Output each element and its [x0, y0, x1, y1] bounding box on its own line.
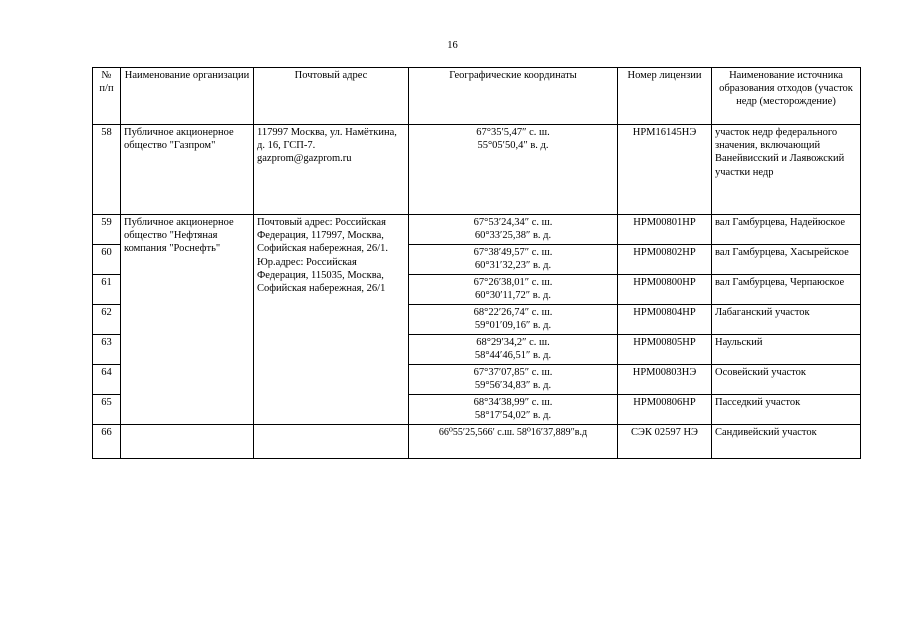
row-63-source: Наульский: [712, 335, 861, 365]
row-61-num: 61: [93, 275, 121, 305]
row-64-num: 64: [93, 365, 121, 395]
row-58-license: НРМ16145НЭ: [618, 125, 712, 215]
row-66-source: Сандивейский участок: [712, 425, 861, 459]
row-61-lon: 60°30′11,72″ в. д.: [475, 290, 551, 302]
header-num: № п/п: [93, 68, 121, 125]
header-addr: Почтовый адрес: [254, 68, 409, 125]
row-62-source: Лабаганский участок: [712, 305, 861, 335]
row-58-coords: [409, 125, 618, 215]
row-64-source: Осовейский участок: [712, 365, 861, 395]
row-65-num: 65: [93, 395, 121, 425]
row-64-lon: 59°56′34,83″ в. д.: [474, 380, 552, 392]
row-63-num: 63: [93, 335, 121, 365]
row-65-coords: [409, 395, 618, 425]
row-61-source: вал Гамбурцева, Черпаюское: [712, 275, 861, 305]
row-58-lon: 55°05′50,4″ в. д.: [477, 140, 549, 152]
row-60-lon: 60°31′32,23″ в. д.: [474, 260, 552, 272]
row-66-license: СЭК 02597 НЭ: [618, 425, 712, 459]
page-number: 16: [447, 40, 458, 51]
row-60-coords: [409, 245, 618, 275]
row-58-num: 58: [93, 125, 121, 215]
row-66-num: 66: [93, 425, 121, 459]
row-58-addr: 117997 Москва, ул. Намёткина, д. 16, ГСП-7. gazprom@gazprom.ru: [254, 125, 409, 215]
row-64-coords: [409, 365, 618, 395]
row-63-coords: [409, 335, 618, 365]
row-63-license: НРМ00805НР: [618, 335, 712, 365]
table-row-58: [93, 125, 861, 215]
row-59-lat: 67°53′24,34″ с. ш.: [473, 217, 553, 228]
row-60-source: вал Гамбурцева, Хасырейское: [712, 245, 861, 275]
header-license: Номер лицензии: [618, 68, 712, 125]
row-60-lat: 67°38′49,57″ с. ш.: [473, 247, 553, 258]
row-64-license: НРМ00803НЭ: [618, 365, 712, 395]
row-66-org: [121, 425, 254, 459]
header-org: Наименование организации: [121, 68, 254, 125]
row-63-lat: 68°29′34,2″ с. ш.: [476, 337, 550, 348]
row-62-num: 62: [93, 305, 121, 335]
row-60-num: 60: [93, 245, 121, 275]
row-65-license: НРМ00806НР: [618, 395, 712, 425]
row-63-lon: 58°44′46,51″ в. д.: [474, 350, 552, 362]
row-65-lon: 58°17′54,02″ в. д.: [474, 410, 552, 422]
row-59-coords: [409, 215, 618, 245]
row-62-coords: [409, 305, 618, 335]
row-58-org: Публичное акционерное общество "Газпром": [121, 125, 254, 215]
row-66-coords: 66⁰55′25,566′ с.ш. 58⁰16′37,889″в.д: [409, 425, 618, 459]
table-row-66: [93, 425, 861, 459]
table-row-59: [93, 215, 861, 245]
row-61-lat: 67°26′38,01″ с. ш.: [473, 277, 553, 288]
row-64-lat: 67°37′07,85″ с. ш.: [473, 367, 553, 378]
row-65-source: Пасседкий участок: [712, 395, 861, 425]
row-58-source: участок недр федерального значения, включающий Ванейвисский и Лаявожский участки недр: [712, 125, 861, 215]
row-60-license: НРМ00802НР: [618, 245, 712, 275]
row-62-license: НРМ00804НР: [618, 305, 712, 335]
registry-table: [92, 67, 861, 459]
row-62-lon: 59°01′09,16″ в. д.: [474, 320, 552, 332]
table-header-row: [93, 68, 861, 125]
row-61-license: НРМ00800НР: [618, 275, 712, 305]
row-61-coords: [409, 275, 618, 305]
row-59-license: НРМ00801НР: [618, 215, 712, 245]
row-62-lat: 68°22′26,74″ с. ш.: [473, 307, 553, 318]
row-59-lon: 60°33′25,38″ в. д.: [474, 230, 552, 242]
row-65-lat: 68°34′38,99″ с. ш.: [473, 397, 553, 408]
header-coords: Географические координаты: [409, 68, 618, 125]
row-58-lat: 67°35′5,47″ с. ш.: [476, 127, 550, 138]
rosneft-addr: Почтовый адрес: Российская Федерация, 117997, Москва, Софийская набережная, 26/1. Юр.адрес: Российская Федерация, 115035, Москва, Софийская набережная, 26/1: [254, 215, 409, 425]
rosneft-org: Публичное акционерное общество "Нефтяная компания "Роснефть": [121, 215, 254, 425]
header-source: Наименование источника образования отходов (участок недр (месторождение): [712, 68, 861, 125]
row-59-num: 59: [93, 215, 121, 245]
row-66-addr: [254, 425, 409, 459]
row-59-source: вал Гамбурцева, Надейюское: [712, 215, 861, 245]
